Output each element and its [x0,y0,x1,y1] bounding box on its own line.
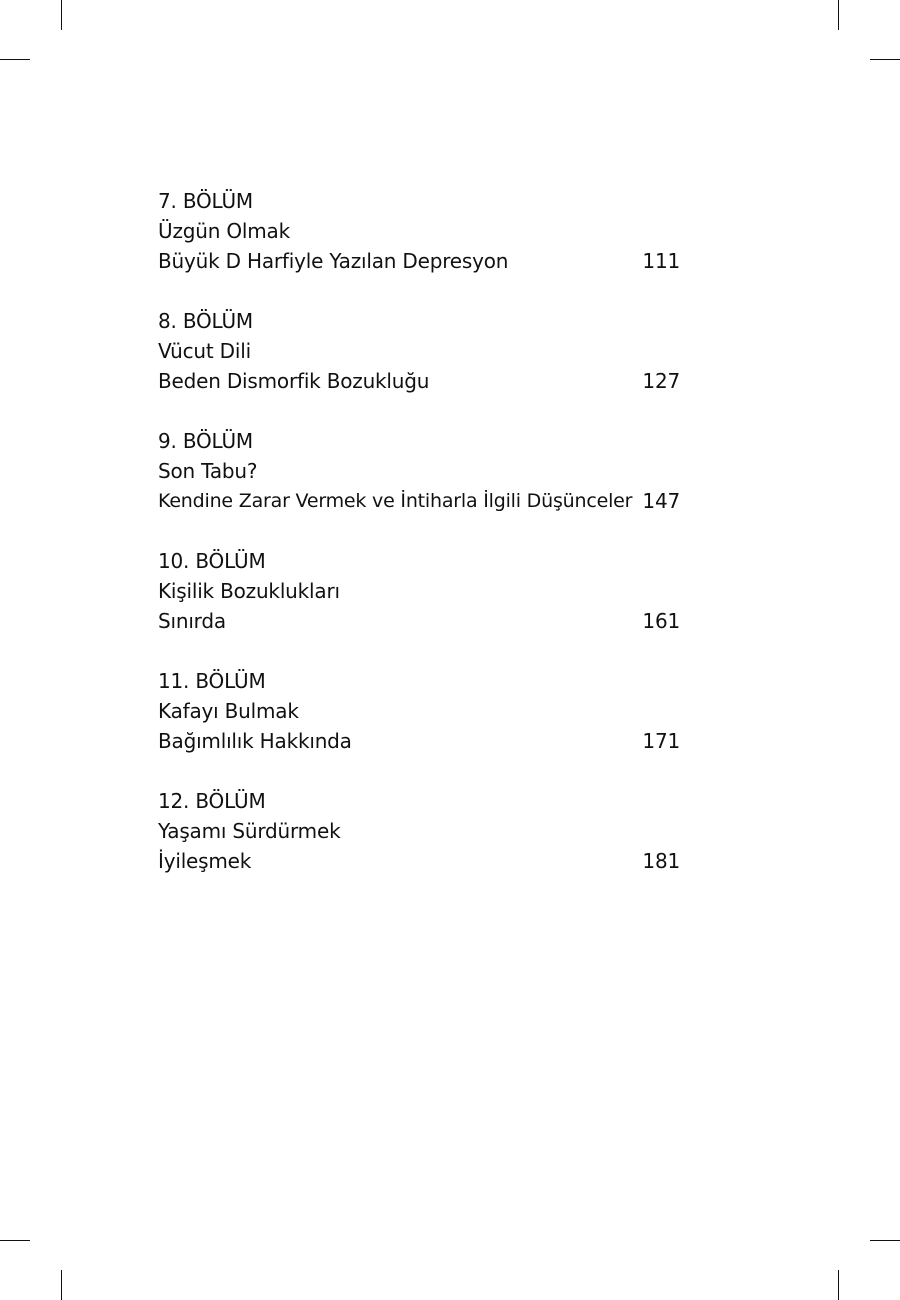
page-number: 147 [642,489,680,513]
toc-chapter-8 [158,306,680,396]
chapter-heading: 12. BÖLÜM [158,789,266,813]
chapter-subtitle: Kendine Zarar Vermek ve İntiharla İlgili Düşünceler [158,490,633,512]
chapter-heading: 10. BÖLÜM [158,549,266,573]
chapter-subtitle: İyileşmek [158,849,252,873]
chapter-heading: 11. BÖLÜM [158,669,266,693]
chapter-subtitle: Sınırda [158,609,226,633]
chapter-subtitle: Büyük D Harfiyle Yazılan Depresyon [158,249,509,273]
page-number: 181 [642,849,680,873]
chapter-title: Kişilik Bozuklukları [158,579,340,603]
page-number: 161 [642,609,680,633]
toc-entry [158,726,680,756]
page-number: 111 [642,249,680,273]
crop-mark-top-left-vertical [61,0,62,30]
chapter-title: Üzgün Olmak [158,219,290,243]
crop-mark-bottom-left-horizontal [0,1240,30,1241]
chapter-subtitle: Bağımlılık Hakkında [158,729,352,753]
crop-mark-bottom-right-horizontal [870,1240,900,1241]
table-of-contents [158,186,680,906]
chapter-title: Vücut Dili [158,339,251,363]
page-number: 171 [642,729,680,753]
toc-entry [158,486,680,516]
chapter-subtitle: Beden Dismorfik Bozukluğu [158,369,430,393]
toc-entry [158,606,680,636]
toc-entry [158,846,680,876]
toc-chapter-10 [158,546,680,636]
toc-chapter-11 [158,666,680,756]
crop-mark-bottom-left-vertical [61,1270,62,1300]
toc-chapter-9 [158,426,680,516]
toc-chapter-7 [158,186,680,276]
chapter-heading: 8. BÖLÜM [158,309,253,333]
crop-mark-top-left-horizontal [0,59,30,60]
crop-mark-top-right-vertical [838,0,839,30]
chapter-title: Yaşamı Sürdürmek [158,819,341,843]
toc-chapter-12 [158,786,680,876]
chapter-title: Son Tabu? [158,459,258,483]
chapter-heading: 9. BÖLÜM [158,429,253,453]
toc-entry [158,246,680,276]
crop-mark-top-right-horizontal [870,59,900,60]
crop-mark-bottom-right-vertical [838,1270,839,1300]
page-number: 127 [642,369,680,393]
chapter-title: Kafayı Bulmak [158,699,299,723]
chapter-heading: 7. BÖLÜM [158,189,253,213]
toc-entry [158,366,680,396]
